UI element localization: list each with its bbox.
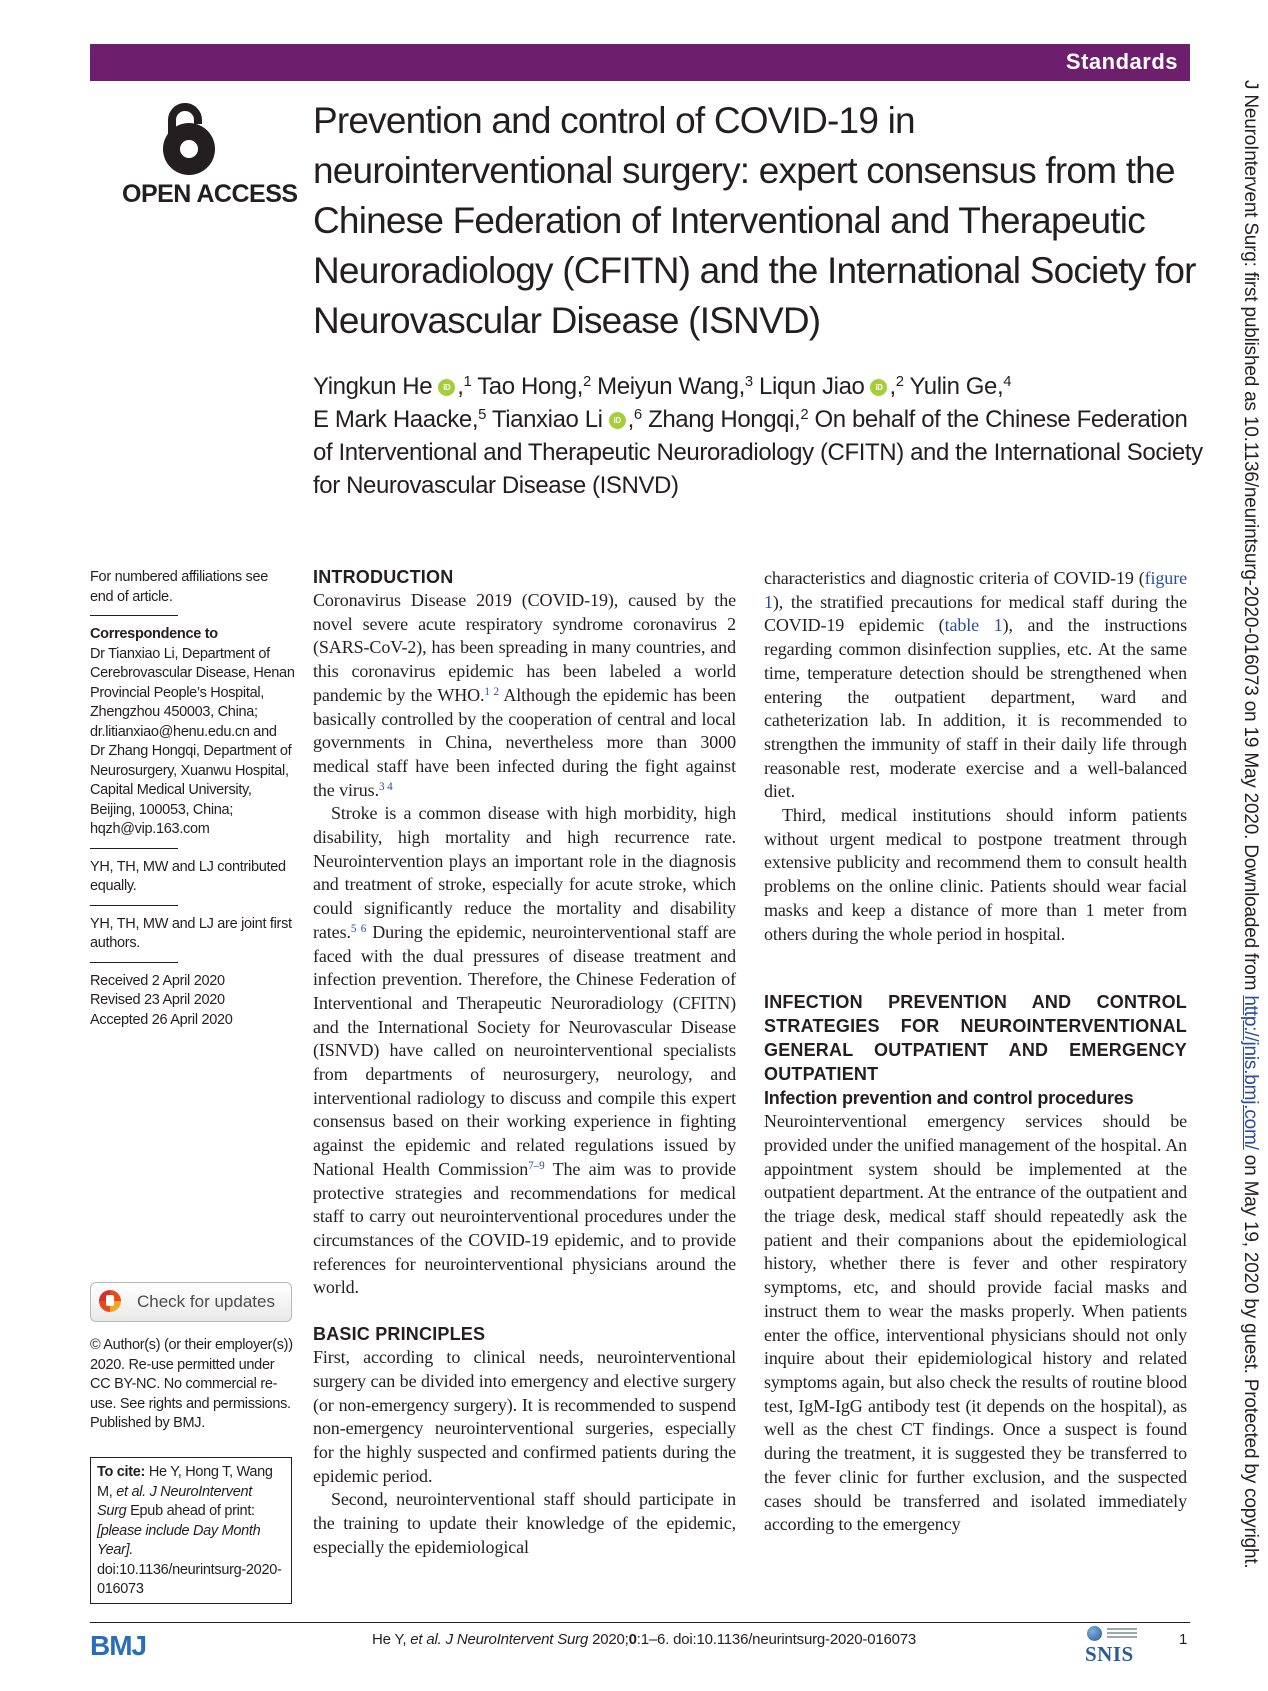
orcid-icon[interactable]: iD bbox=[438, 379, 455, 396]
author-list: Yingkun He iD ,$^1$ Tao Hong,$^2$ Meiyun Wang,$^3$ Liqun Jiao iD ,$^2$ Yulin Ge,$^4$ E Mark Haacke,$^5$ Tianxiao Li iD ,$^6$ Zhang Hongqi,$^2$ On behalf of the Chinese Federation of Interventional and Therapeutic Neuroradiology (CFITN) and the International Society for Neurovascular Disease (ISNVD) bbox=[313, 373, 1203, 499]
author-name: Tianxiao Li bbox=[491, 406, 603, 433]
author-name: E Mark Haacke, bbox=[313, 406, 479, 433]
reference-link[interactable]: 7–9 bbox=[528, 1159, 545, 1172]
sidebar bbox=[90, 568, 295, 1030]
cite-doi: doi:10.1136/neurintsurg-2020-016073 bbox=[97, 1561, 282, 1597]
contribution-note: YH, TH, MW and LJ contributed equally. bbox=[90, 858, 286, 894]
author-name: Yulin Ge, bbox=[909, 373, 1004, 400]
affiliation-ref: 3 bbox=[744, 373, 753, 390]
globe-icon bbox=[1087, 1626, 1102, 1641]
affiliation-ref: 5 bbox=[478, 406, 486, 423]
check-for-updates-button[interactable] bbox=[90, 1282, 292, 1322]
divider bbox=[90, 615, 178, 616]
open-access-label: OPEN ACCESS bbox=[122, 180, 298, 208]
affiliation-ref: 4 bbox=[1003, 373, 1012, 390]
accepted-date: Accepted 26 April 2020 bbox=[90, 1011, 233, 1028]
author-name: Zhang Hongqi, bbox=[648, 406, 801, 433]
cite-placeholder: [please include Day Month Year]. bbox=[97, 1522, 261, 1558]
paragraph: Second, neurointerventional staff should participate in the training to update their knowledge of the epidemic, especially the epidemiological bbox=[313, 1489, 736, 1557]
divider bbox=[90, 905, 178, 906]
section-heading-introduction: INTRODUCTION bbox=[313, 567, 454, 587]
open-access-lock-icon bbox=[158, 100, 220, 176]
cite-etal: et al. bbox=[116, 1483, 146, 1500]
citation-box bbox=[90, 1457, 292, 1604]
crossmark-icon bbox=[99, 1290, 121, 1312]
figure-link[interactable]: figure 1 bbox=[764, 568, 1187, 612]
cite-authors: He Y, Hong T, Wang M, bbox=[97, 1464, 273, 1500]
section-heading-infection-prevention: INFECTION PREVENTION AND CONTROL STRATEGIES FOR NEUROINTERVENTIONAL GENERAL OUTPATIENT AND EMERGENCY OUTPATIENT bbox=[764, 992, 1187, 1085]
affiliations-note: For numbered affiliations see end of article. bbox=[90, 569, 269, 605]
affiliation-ref: 6 bbox=[633, 406, 642, 423]
table-link[interactable]: table 1 bbox=[944, 615, 1003, 636]
received-date: Received 2 April 2020 bbox=[90, 972, 225, 989]
footer-divider bbox=[90, 1622, 1190, 1623]
article-title: Prevention and control of COVID-19 in neurointerventional surgery: expert consensus from the Chinese Federation of Interventional and Therapeutic Neuroradiology (CFITN) and the International Society for Neurovascular Disease (ISNVD) bbox=[313, 100, 1196, 341]
body-column-right bbox=[764, 567, 1187, 1537]
paragraph: characteristics and diagnostic criteria of COVID-19 (figure 1), the stratified precautions for medical staff during the COVID-19 epidemic (table 1), and the instructions regarding common disinfection supplies, etc. At the same time, temperature detection should be strengthened when entering the outpatient department, ward and catheterization lab. In addition, it is recommended to strengthen the immunity of staff in their daily life through reasonable rest, moderate exercise and a well-balanced diet. bbox=[764, 568, 1188, 802]
cite-journal: J NeuroIntervent Surg bbox=[97, 1483, 253, 1519]
author-name: Tao Hong, bbox=[477, 373, 584, 400]
journal-url-link[interactable]: http://jnis.bmj.com/ bbox=[1240, 995, 1261, 1150]
author-group: On behalf of the Chinese Federation of Interventional and Therapeutic Neuroradiology (CFITN) and the International Society for Neurovascular Disease (ISNVD) bbox=[313, 406, 1203, 499]
body-column-left bbox=[313, 565, 736, 1559]
author-name: Meiyun Wang, bbox=[597, 373, 745, 400]
joint-first-note: YH, TH, MW and LJ are joint first authors. bbox=[90, 915, 292, 951]
correspondence-heading: Correspondence to bbox=[90, 626, 218, 642]
cite-label: To cite: bbox=[97, 1464, 146, 1480]
paragraph: First, according to clinical needs, neurointerventional surgery can be divided into emergency and elective surgery (or non-emergency surgery). It is recommended to suspend non-emergency neurointerventional surgeries, especially for the highly suspected and confirmed patients during the epidemic period. bbox=[313, 1347, 736, 1486]
revised-date: Revised 23 April 2020 bbox=[90, 992, 225, 1008]
divider bbox=[90, 848, 178, 849]
section-heading-basic-principles: BASIC PRINCIPLES bbox=[313, 1324, 486, 1345]
orcid-icon[interactable]: iD bbox=[870, 379, 887, 396]
section-label: Standards bbox=[1065, 49, 1178, 74]
reference-link[interactable]: 1 2 bbox=[484, 685, 499, 698]
paragraph: Third, medical institutions should inform patients without urgent medical to postpone treatment through extensive publicity and recommend them to consult health problems on the online clinic. Patients should wear facial masks and keep a distance of more than 1 meter from others during the whole period in hospital. bbox=[764, 805, 1187, 944]
snis-label: SNIS bbox=[1085, 1642, 1134, 1666]
paragraph: Coronavirus Disease 2019 (COVID-19), caused by the novel severe acute respiratory syndrome coronavirus 2 (SARS-CoV-2), has been spreading in many countries, and this coronavirus epidemic has been labeled a world pandemic by the WHO.$^{1 2}$ Although the epidemic has been basically controlled by the cooperation of central and local governments in China, nevertheless more than 3000 medical staff have been infected during the fight against the virus.$^{3 4}$ bbox=[313, 590, 736, 800]
footer-citation: He Y, et al. J NeuroIntervent Surg 2020;0:1–6. doi:10.1136/neurintsurg-2020-016073 bbox=[372, 1631, 917, 1648]
bmj-logo: BMJ bbox=[90, 1630, 147, 1661]
snis-logo bbox=[1085, 1626, 1145, 1666]
author-name: Yingkun He bbox=[313, 373, 433, 400]
subsection-heading-procedures: Infection prevention and control procedures bbox=[764, 1088, 1134, 1109]
correspondence-body: Dr Tianxiao Li, Department of Cerebrovascular Disease, Henan Provincial People’s Hospital, Zhengzhou 450003, China; dr.litianxiao@henu.edu.cn and Dr Zhang Hongqi, Department of Neurosurgery, Xuanwu Hospital, Capital Medical University, Beijing, 100053, China; hqzh@vip.163.com bbox=[90, 645, 295, 837]
affiliation-ref: 1 bbox=[463, 373, 472, 390]
divider bbox=[90, 962, 178, 963]
paragraph: Stroke is a common disease with high morbidity, high disability, high mortality and high recurrence rate. Neurointervention plays an important role in the diagnosis and treatment of stroke, especially for acute stroke, which could significantly reduce the mortality and disability rates.$^{5 6}$ During the epidemic, neurointerventional staff are faced with the dual pressures of disease treatment and infection prevention. Therefore, the Chinese Federation of Interventional and Therapeutic Neuroradiology (CFITN) and the International Society for Neurovascular Disease (ISNVD) have called on neurointerventional specialists from departments of neurosurgery, neurology, and interventional radiology to discuss and compile this expert consensus based on their working experience in fighting against the epidemic and related regulations issued by National Health Commission$^{7-9}$ The aim was to provide protective strategies and recommendations for medical staff to carry out neurointerventional procedures under the circumstances of the COVID-19 epidemic, and to provide references for neurointerventional physicians around the world. bbox=[313, 803, 736, 1298]
orcid-icon[interactable]: iD bbox=[609, 412, 626, 429]
check-updates-label: Check for updates bbox=[137, 1292, 275, 1311]
affiliation-ref: 2 bbox=[800, 406, 809, 423]
logo-lines bbox=[1107, 1628, 1137, 1630]
reference-link[interactable]: 3 4 bbox=[379, 780, 393, 793]
reference-link[interactable]: 5 6 bbox=[350, 922, 367, 935]
section-banner bbox=[90, 44, 1190, 81]
paragraph: Neurointerventional emergency services should be provided under the unified management of the hospital. An appointment system should be implemented at the outpatient department. At the entrance of the outpatient and the triage desk, medical staff should repeatedly ask the patient and their companions about the epidemiological history, whether there is fever and other respiratory symptoms, etc, and should provide facial masks and instruct them to wear the masks properly. When patients enter the office, interventional physicians should not only inquire about their epidemiological history and related symptoms again, but also check the results of routine blood test, IgM-IgG antibody test (it depends on the hospital), as well as the chest CT findings. Once a suspect is found during the treatment, it is suggested they be transferred to the fever clinic for further exclusion, and the suspected cases should be transferred and isolated immediately according to the emergency bbox=[764, 1111, 1187, 1535]
cite-epub: Epub ahead of print: bbox=[130, 1503, 255, 1519]
page-number: 1 bbox=[1179, 1631, 1188, 1648]
affiliation-ref: 2 bbox=[895, 373, 904, 390]
vertical-download-note: J NeuroIntervent Surg: first published as 10.1136/neurintsurg-2020-016073 on 19 May 2020. Downloaded from http://jnis.bmj.com/ on May 19, 2020 by guest. Protected by copyright. bbox=[1240, 80, 1261, 1569]
affiliation-ref: 2 bbox=[583, 373, 591, 390]
author-name: Liqun Jiao bbox=[759, 373, 865, 400]
license-statement: © Author(s) (or their employer(s)) 2020. Re-use permitted under CC BY-NC. No commercial re-use. See rights and permissions. Published by BMJ. bbox=[90, 1337, 293, 1431]
